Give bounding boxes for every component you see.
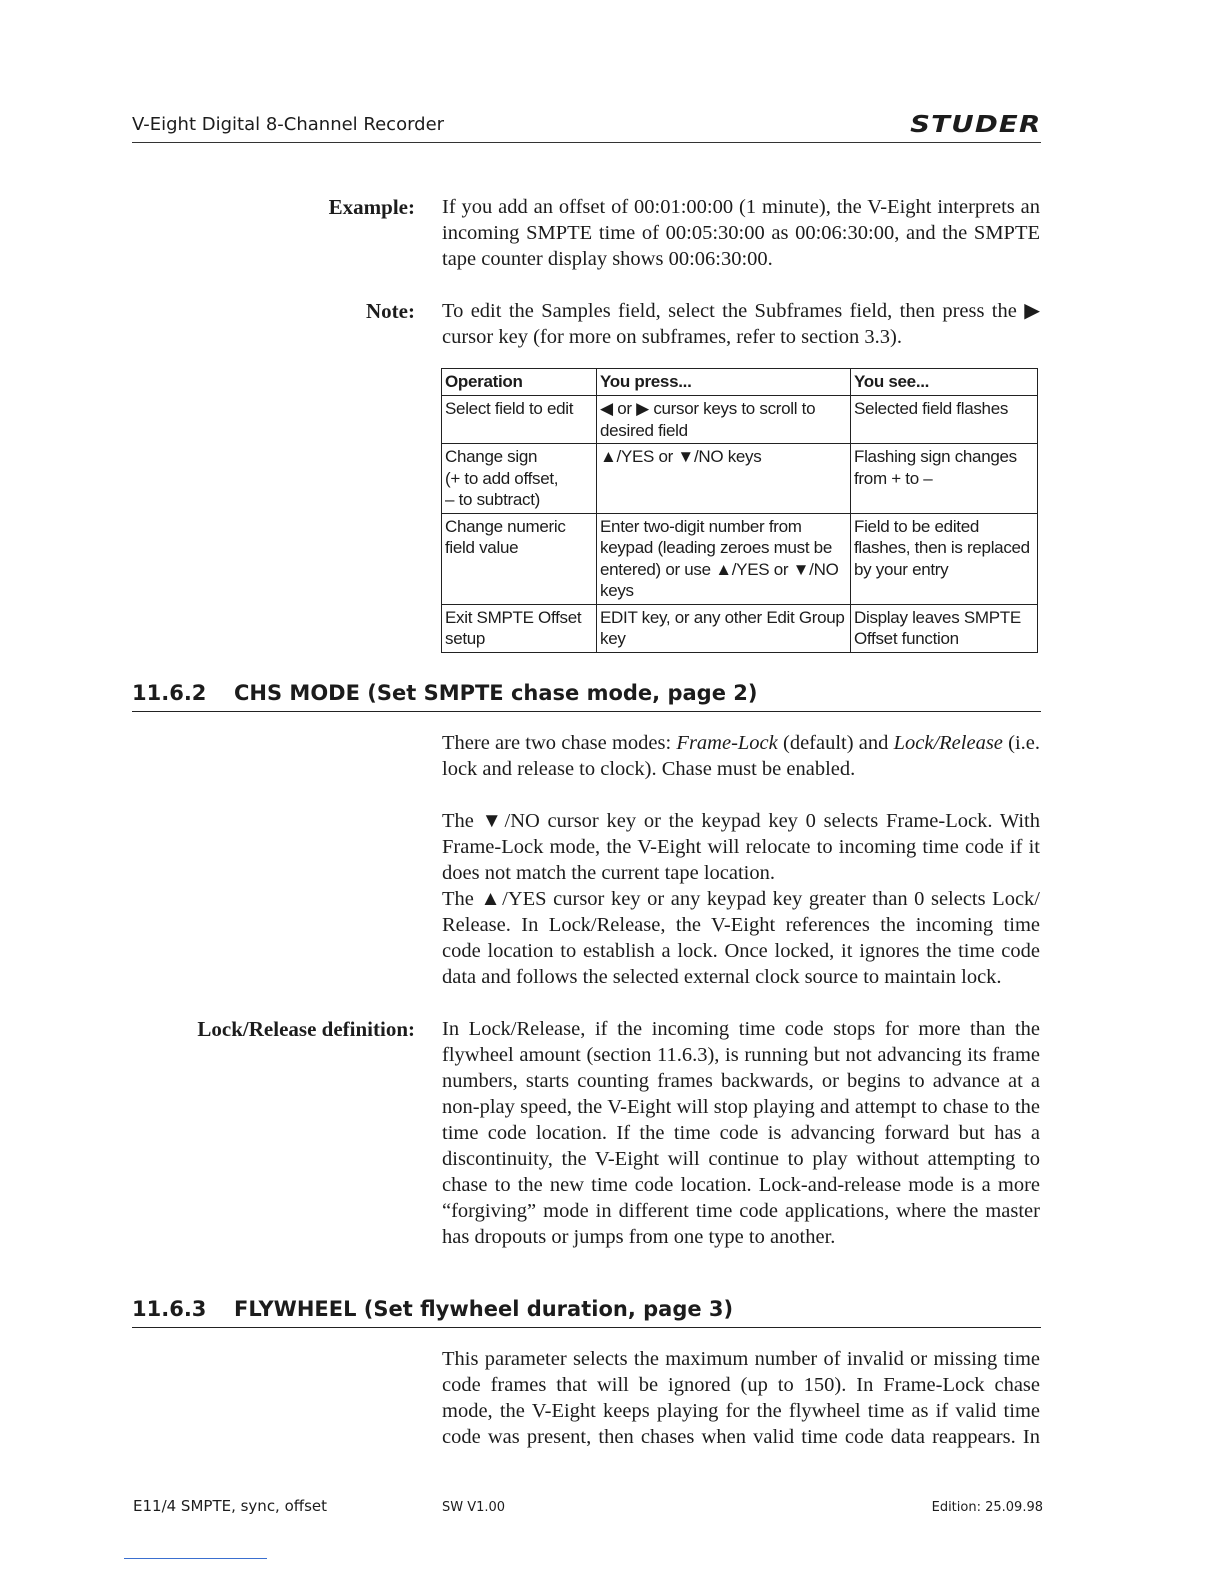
table-cell: Field to be edited flashes, then is replaced by your entry bbox=[851, 513, 1038, 604]
example-label: Example: bbox=[328, 195, 415, 219]
table-row bbox=[442, 396, 1038, 444]
table-cell: Change sign (+ to add offset, – to subtract) bbox=[442, 444, 597, 514]
lock-release-term: Lock/Release bbox=[893, 732, 1003, 754]
footer-software-version: SW V1.00 bbox=[442, 1500, 506, 1515]
table-row bbox=[442, 604, 1038, 652]
intro-text-2: (default) and bbox=[777, 732, 894, 754]
frame-lock-paragraph: The ▼/NO cursor key or the keypad key 0 selects Frame-Lock. With Frame-Lock mode, the V-Eight will relocate to incoming time code if it does not match the current tape location. bbox=[442, 810, 1040, 884]
note-paragraph: To edit the Samples field, select the Subframes field, then press the ▶ cursor key (for more on subframes, refer to section 3.3). bbox=[442, 300, 1040, 348]
lock-release-definition-label: Lock/Release definition: bbox=[197, 1017, 415, 1041]
footer-rule bbox=[124, 1558, 267, 1559]
table-row bbox=[442, 444, 1038, 514]
running-header bbox=[132, 112, 1041, 143]
table-cell: Selected field flashes bbox=[851, 396, 1038, 444]
footer-edition: Edition: 25.09.98 bbox=[931, 1500, 1043, 1515]
example-text bbox=[442, 194, 1040, 272]
footer-chapter: E11/4 SMPTE, sync, offset bbox=[133, 1497, 328, 1515]
chase-modes-intro bbox=[442, 730, 1040, 782]
section-title: CHS MODE (Set SMPTE chase mode, page 2) bbox=[234, 681, 758, 705]
section-title: FLYWHEEL (Set flywheel duration, page 3) bbox=[234, 1297, 734, 1321]
document-title: V-Eight Digital 8-Channel Recorder bbox=[132, 114, 445, 135]
frame-lock-term: Frame-Lock bbox=[676, 732, 778, 754]
example-paragraph: If you add an offset of 00:01:00:00 (1 minute), the V-Eight interprets an incoming SMPTE time of 00:05:30:00 as 00:06:30:00, and the SMPTE tape counter display shows 00:06:30:00. bbox=[442, 196, 1040, 270]
flywheel-paragraph: This parameter selects the maximum number of invalid or missing time code frames that will be ignored (up to 150). In Frame-Lock chase mode, the V-Eight keeps playing for the flywheel time as if valid time code was present, then chases when valid time code data reappears. In bbox=[442, 1348, 1040, 1448]
section-number: 11.6.2 bbox=[132, 681, 207, 705]
table-cell: ▲/YES or ▼/NO keys bbox=[597, 444, 851, 514]
intro-text-3: (i.e. lock and release to clock). Chase must be enabled. bbox=[442, 732, 1040, 780]
smpte-offset-table bbox=[441, 368, 1038, 653]
table-cell: EDIT key, or any other Edit Group key bbox=[597, 604, 851, 652]
studer-logo: STUDER bbox=[909, 112, 1041, 138]
section-heading-11-6-3 bbox=[132, 1297, 1041, 1328]
table-cell: Flashing sign changes from + to – bbox=[851, 444, 1038, 514]
lock-release-paragraph: The ▲/YES cursor key or any keypad key greater than 0 selects Lock/ Release. In Lock/Release, the V-Eight references the incoming time code location to establish a lock. Once locked, it ignores the time code data and follows the selected external clock source to maintain lock. bbox=[442, 888, 1040, 988]
table-cell: Select field to edit bbox=[442, 396, 597, 444]
intro-text-1: There are two chase modes: bbox=[442, 732, 677, 754]
column-header-operation: Operation bbox=[442, 369, 597, 396]
column-header-you-see: You see... bbox=[851, 369, 1038, 396]
section-heading-11-6-2 bbox=[132, 681, 1041, 712]
table-cell: ◀ or ▶ cursor keys to scroll to desired field bbox=[597, 396, 851, 444]
lock-release-definition bbox=[442, 1016, 1040, 1250]
column-header-you-press: You press... bbox=[597, 369, 851, 396]
chase-mode-description bbox=[442, 808, 1040, 990]
table-cell: Change numeric field value bbox=[442, 513, 597, 604]
flywheel-description bbox=[442, 1346, 1040, 1450]
note-label: Note: bbox=[366, 299, 415, 323]
table-cell: Enter two-digit number from keypad (leading zeroes must be entered) or use ▲/YES or ▼/NO keys bbox=[597, 513, 851, 604]
table-header-row bbox=[442, 369, 1038, 396]
note-text bbox=[442, 298, 1040, 350]
table-cell: Display leaves SMPTE Offset function bbox=[851, 604, 1038, 652]
table-cell: Exit SMPTE Offset setup bbox=[442, 604, 597, 652]
section-number: 11.6.3 bbox=[132, 1297, 207, 1321]
table-row bbox=[442, 513, 1038, 604]
definition-paragraph: In Lock/Release, if the incoming time code stops for more than the flywheel amount (section 11.6.3), is running but not advancing its frame numbers, starts counting frames backwards, or begins to advance at a non-play speed, the V-Eight will stop playing and attempt to chase to the time code location. If the time code is advancing forward but has a discontinuity, the V-Eight will continue to play without attempting to chase to the new time code location. Lock-and-release mode is a more “forgiving” mode in different time code applications, where the master has dropouts or jumps from one type to another. bbox=[442, 1018, 1040, 1248]
